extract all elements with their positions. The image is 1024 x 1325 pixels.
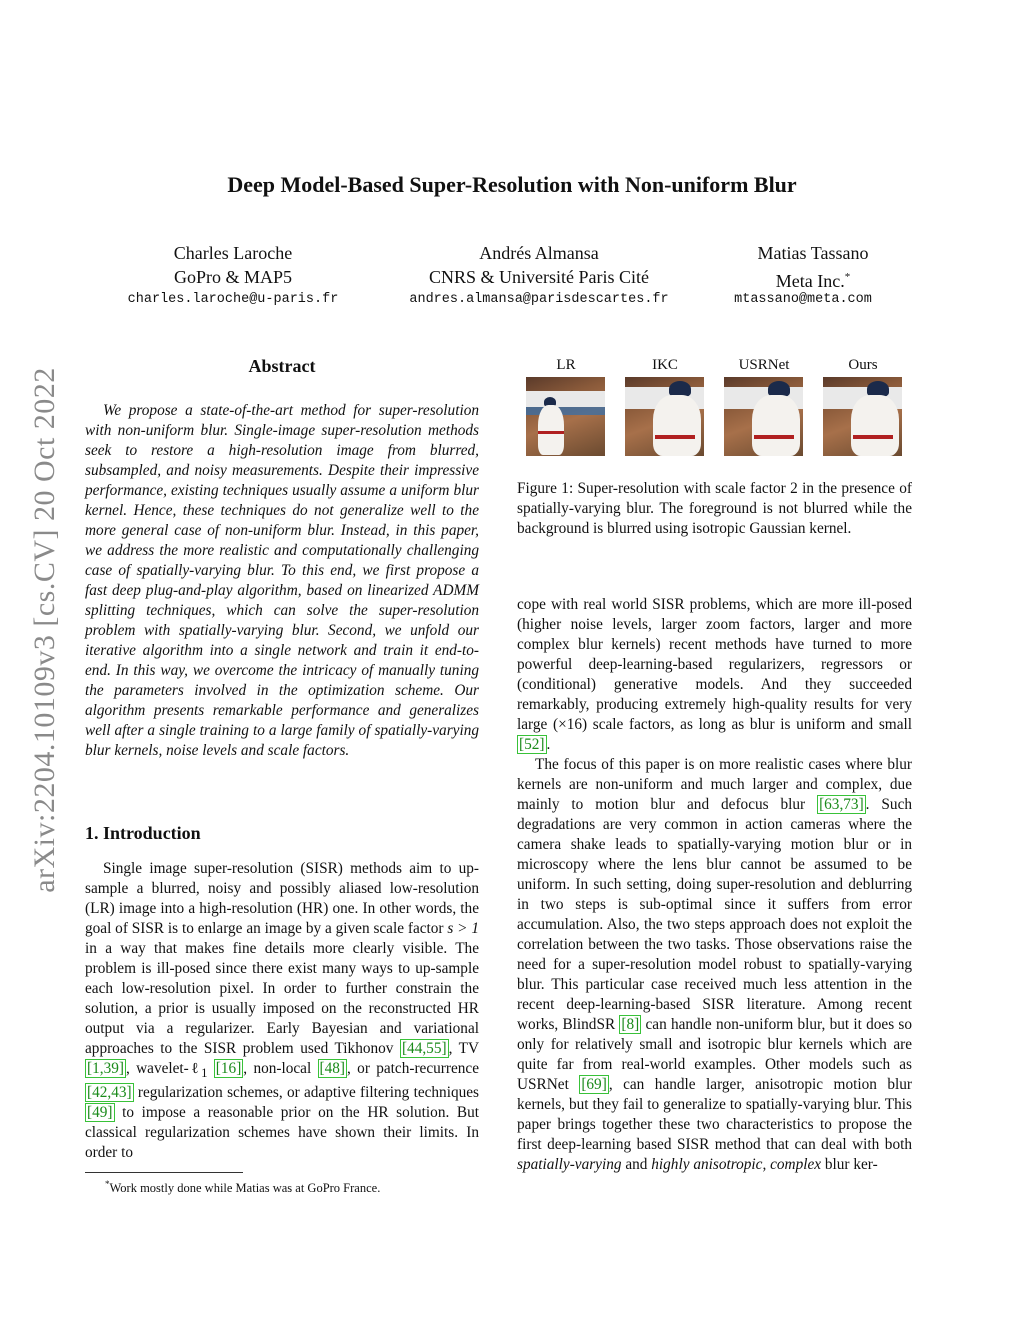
footnote-mark: * <box>844 271 851 283</box>
citation-link[interactable]: [44,55] <box>401 1040 447 1057</box>
author-affiliation: GoPro & MAP5 <box>173 267 293 287</box>
figure-image-usrnet <box>724 377 803 456</box>
abstract-text: We propose a state-of-the-art method for super-resolution with non-uniform blur. Single-image super-resolution methods seek to restore a high-resolution image from blurred, subsampled, and noisy measurements. Despite their impressive performance, existing techniques usually assume a uniform blur kernel. Hence, these techniques do not generalize well to the more general case of non-uniform blur. Instead, in this paper, we address the more realistic and computationally challenging case of spatially-varying blur. To this end, we first propose a fast deep plug-and-play algorithm, based on linearized ADMM splitting techniques, which can solve the super-resolution problem with spatially-varying blur. Second, we unfold our iterative algorithm into a single network and train it end-to-end. In this way, we overcome the intricacy of manually tuning the parameters involved in the optimization scheme. Our algorithm presents remarkable performance and generalizes well after a single training to a large family of spatially-varying blur kernels, noise levels and scale factors. <box>85 402 479 759</box>
figure-label-ours: Ours <box>848 357 878 373</box>
author-email[interactable]: andres.almansa@parisdescartes.fr <box>409 292 669 307</box>
paper-title: Deep Model-Based Super-Resolution with Non-uniform Blur <box>227 172 797 197</box>
math-inline: s > 1 <box>447 920 479 937</box>
citation-link[interactable]: [69] <box>581 1076 607 1093</box>
figure-label-lr: LR <box>556 357 576 373</box>
intro-paragraph-2: cope with real world SISR problems, which are more ill-posed (higher noise levels, larger zoom factors, larger and more complex blur kernels) recent methods have turned to more powerful deep-learning-based regularizers, regressors or (conditional) generative models. And they succeeded remarkably, producing extremely high-quality results for very large (×16) scale factors, as long as blur is uniform and small [52] . The focus of this paper is on more realistic cases where blur kernels are non-uniform and much larger and complex, due mainly to motion blur and defocus blur [63,73] . Such degradations are very common in action cameras where the camera shake leads to spatially-varying motion blur or in microscopy where the lens blur cannot be assumed to be uniform. In such setting, doing super-resolution and deblurring in two steps is sub-optimal since it suffers from error accumulation. Also, the two steps approach does not exploit the correlation between the two tasks. Those observations raise the need for a super-resolution model robust to spatially-varying blur. This particular case received much less attention in the recent deep-learning-based SISR literature. Among recent works, BlindSR [8] can handle non-uniform blur, but it does so only for relatively small and isotropic blur kernels which are quite far from real-world examples. Other models such as USRNet [69] , can handle larger, anisotropic motion blur kernels, but they fail to generalize to spatially-varying blur. This paper brings together these two characteristics to propose the first deep-learning based SISR method that can deal with both spatially-varying and highly anisotropic, complex blur ker- <box>517 596 913 1173</box>
citation-link[interactable]: [52] <box>519 736 545 753</box>
citation-link[interactable]: [48] <box>319 1060 346 1077</box>
citation-link[interactable]: [42,43] <box>87 1084 132 1102</box>
author-name: Charles Laroche <box>173 243 293 263</box>
figure-label-ikc: IKC <box>652 357 678 373</box>
author-affiliation: CNRS & Université Paris Cité <box>429 267 649 287</box>
figure-caption: Figure 1: Super-resolution with scale factor 2 in the presence of spatially-varying blur. The foreground is not blurred while the background is blurred using isotropic Gaussian kernel. <box>517 480 912 537</box>
intro-paragraph-3: The focus of this paper is on more realistic cases where blur kernels are non-uniform and much larger and complex, due mainly to motion blur and defocus blur [63,73] . Such degradations are very common in action cameras where the camera shake leads to spatially-varying motion blur or in microscopy where the lens blur cannot be assumed to be uniform. In such setting, doing super-resolution and deblurring in two steps is sub-optimal since it suffers from error accumulation. Also, the two steps approach does not exploit the correlation between the two tasks. Those observations raise the need for a super-resolution model robust to spatially-varying blur. This particular case received much less attention in the recent deep-learning-based SISR literature. Among recent works, BlindSR [8] can handle non-uniform blur, but it does so only for relatively small and isotropic blur kernels which are quite far from real-world examples. Other models such as USRNet [69] , can handle larger, anisotropic motion blur kernels, but they fail to generalize to spatially-varying blur. This paper brings together these two characteristics to propose the first deep-learning based SISR method that can deal with both spatially-varying and highly anisotropic, complex blur ker- <box>517 756 913 1173</box>
author-block-1 <box>133 241 333 289</box>
abstract-heading: Abstract <box>248 356 316 376</box>
citation-link[interactable]: [16] <box>215 1060 242 1077</box>
author-email[interactable]: mtassano@meta.com <box>734 292 872 307</box>
abstract-body <box>85 401 479 761</box>
figure-image-ours <box>823 377 902 456</box>
citation-link[interactable]: [1,39] <box>87 1060 124 1077</box>
figure-label-usrnet: USRNet <box>738 357 790 373</box>
citation-link[interactable]: [49] <box>87 1104 113 1122</box>
section-heading: 1. Introduction <box>85 823 201 843</box>
author-block-2 <box>389 241 689 289</box>
intro-paragraph-1: Single image super-resolution (SISR) methods aim to up-sample a blurred, noisy and possibly aliased low-resolution (LR) image into a high-resolution (HR) one. In other words, the goal of SISR is to enlarge an image by a given scale factor s > 1 in a way that makes fine details more clearly visible. The problem is ill-posed since there exist many ways to up-sample each low-resolution pixel. In order to further constrain the solution, a prior is usually imposed on the reconstructed HR output via a regularizer. Early Bayesian and variational approaches to the SISR problem used Tikhonov [44,55] , TV [1,39] , wavelet-ℓ$_1$ [16] , non-local [48] , or patch-recurrence [42,43] regularization schemes, or adaptive filtering techniques [49] to impose a reasonable prior on the HR solution. But classical regularization schemes have shown their limits. In order to <box>85 860 480 1162</box>
footnote: *Work mostly done while Matias was at GoPro France. <box>105 1179 381 1196</box>
citation-link[interactable]: [63,73] <box>819 796 864 813</box>
figure-image-lr <box>526 377 605 456</box>
citation-link[interactable]: [8] <box>621 1016 640 1033</box>
figure-image-ikc <box>625 377 704 456</box>
author-name: Matias Tassano <box>757 243 869 263</box>
author-block-3 <box>723 241 903 293</box>
arxiv-id: arXiv:2204.10109v3 [cs.CV] 20 Oct 2022 <box>28 367 61 893</box>
footnote-rule <box>85 1172 243 1173</box>
author-email[interactable]: charles.laroche@u-paris.fr <box>127 292 339 307</box>
author-affiliation: Meta Inc.* <box>775 271 851 291</box>
author-name: Andrés Almansa <box>479 243 599 263</box>
arxiv-stamp <box>0 0 62 1325</box>
